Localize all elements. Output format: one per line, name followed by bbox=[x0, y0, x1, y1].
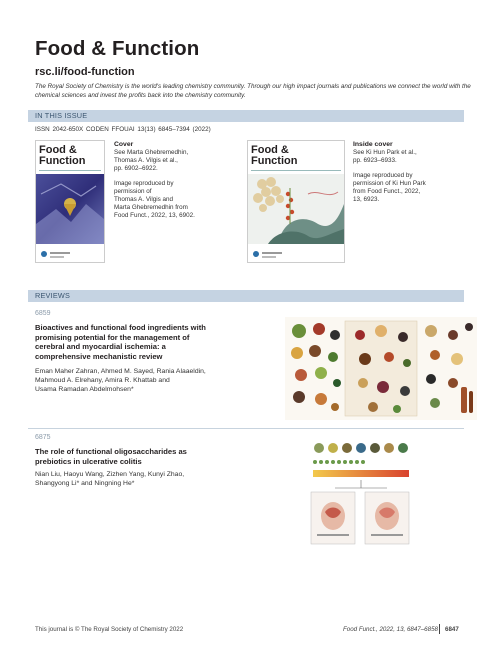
footer-page-number: 6847 bbox=[445, 626, 459, 633]
cover-rule bbox=[39, 170, 101, 171]
footer-separator bbox=[439, 624, 440, 634]
journal-description: The Royal Society of Chemistry is the world's leading chemistry community. Through our high impact journals and publications we connect the world with the chemical sciences and invest the profits back into the chemistry community. bbox=[35, 83, 471, 99]
inside-cover-label: Inside cover bbox=[353, 141, 393, 148]
article-graphical-abstract bbox=[285, 317, 477, 420]
cover-title-line1: Food & bbox=[39, 144, 77, 156]
inside-cover-title-line1: Food & bbox=[251, 144, 289, 156]
journal-url[interactable]: rsc.li/food-function bbox=[35, 66, 135, 78]
cover-credit-line3: Thomas A. Vilgis and bbox=[114, 196, 174, 203]
inside-cover-title-line2: Function bbox=[251, 155, 298, 167]
inside-cover-see-line1: See Ki Hun Park et al., bbox=[353, 149, 417, 156]
article-title[interactable]: The role of functional oligosaccharides as prebiotics in ulcerative colitis bbox=[35, 447, 187, 466]
footer-citation: Food Funct., 2022, 13, 6847–6858 bbox=[343, 626, 438, 633]
reviews-heading: REVIEWS bbox=[28, 290, 464, 302]
inside-cover-see-line2: pp. 6923–6933. bbox=[353, 157, 397, 164]
article-authors: Eman Maher Zahran, Ahmed M. Sayed, Rania Alaaeldin, Mahmoud A. Elrehany, Amira R. Khattab and Usama Ramadan Abdelmohsen* bbox=[35, 368, 206, 393]
cover-credit-line1: Image reproduced by bbox=[114, 180, 174, 187]
cover-credit-line2: permission of bbox=[114, 188, 152, 195]
issn-line: ISSN 2042-650X CODEN FFOUAI 13(13) 6845–7394 (2022) bbox=[35, 126, 211, 133]
article-page-number: 6859 bbox=[35, 310, 51, 317]
cover-title-line2: Function bbox=[39, 155, 86, 167]
cover-see-line2: Thomas A. Vilgis et al., bbox=[114, 157, 178, 164]
inside-cover-credit-line1: Image reproduced by bbox=[353, 172, 413, 179]
inside-cover-info bbox=[353, 141, 443, 204]
cover-credit-line4: Marta Ghebremedhin from bbox=[114, 204, 188, 211]
journal-title: Food & Function bbox=[35, 37, 200, 60]
cover-label: Cover bbox=[114, 141, 134, 148]
article-divider bbox=[28, 428, 464, 429]
inside-cover-image bbox=[247, 140, 345, 263]
article-graphical-abstract bbox=[305, 438, 417, 548]
article-authors: Nian Liu, Haoyu Wang, Zizhen Yang, Kunyi Zhao, Shangyong Li* and Ningning He* bbox=[35, 471, 185, 487]
inside-cover-credit-line4: 13, 6923. bbox=[353, 196, 380, 203]
cover-see-line1: See Marta Ghebremedhin, bbox=[114, 149, 189, 156]
inside-cover-credit-line3: from Food Funct., 2022, bbox=[353, 188, 421, 195]
inside-cover-artwork bbox=[248, 174, 344, 263]
inside-cover-credit-line2: permission of Ki Hun Park bbox=[353, 180, 426, 187]
cover-artwork bbox=[36, 174, 104, 263]
in-this-issue-heading: IN THIS ISSUE bbox=[28, 110, 464, 122]
cover-credit-line5: Food Funct., 2022, 13, 6902. bbox=[114, 212, 195, 219]
cover-see-line3: pp. 6902–6922. bbox=[114, 165, 158, 172]
cover-info bbox=[114, 141, 204, 220]
cover-image bbox=[35, 140, 105, 263]
article-title[interactable]: Bioactives and functional food ingredients with promising potential for the management of cerebral and myocardial ischemia: a comprehensive mechanistic review bbox=[35, 323, 206, 361]
footer-copyright: This journal is © The Royal Society of Chemistry 2022 bbox=[35, 626, 184, 633]
article-page-number: 6875 bbox=[35, 434, 51, 441]
inside-cover-rule bbox=[251, 170, 341, 171]
